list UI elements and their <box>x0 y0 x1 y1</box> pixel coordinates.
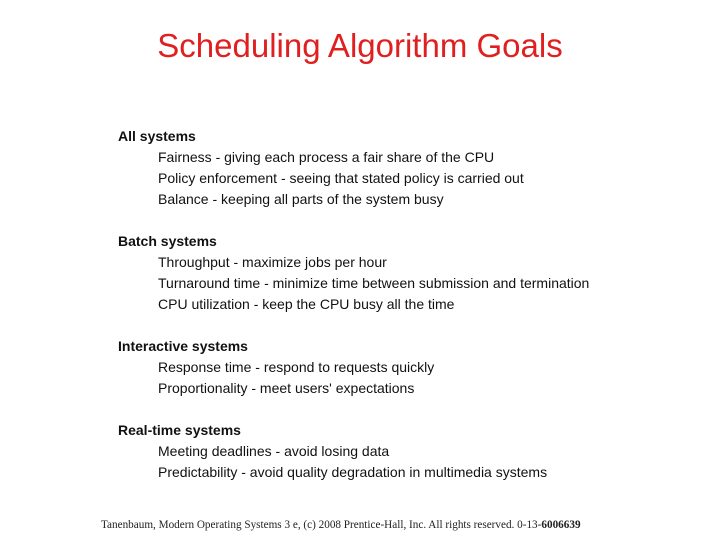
list-item: Fairness - giving each process a fair share of the CPU <box>158 149 495 165</box>
list-item: Balance - keeping all parts of the system busy <box>158 191 444 207</box>
list-item: Predictability - avoid quality degradation in multimedia systems <box>158 464 548 480</box>
section-heading: Interactive systems <box>118 338 248 354</box>
list-item: Meeting deadlines - avoid losing data <box>158 443 390 459</box>
goals-list <box>118 126 698 483</box>
section-interactive-systems <box>118 336 698 399</box>
list-item: Turnaround time - minimize time between submission and termination <box>158 275 590 291</box>
copyright-footer <box>101 518 581 532</box>
section-heading: All systems <box>118 128 196 144</box>
section-heading: Batch systems <box>118 233 217 249</box>
section-batch-systems <box>118 231 698 315</box>
footer-text: Tanenbaum, Modern Operating Systems 3 e, (c) 2008 Prentice-Hall, Inc. All rights reserved. 0-13- <box>101 519 542 531</box>
section-real-time-systems <box>118 420 698 483</box>
list-item: Policy enforcement - seeing that stated policy is carried out <box>158 170 524 186</box>
list-item: Proportionality - meet users' expectations <box>158 380 415 396</box>
slide-title: Scheduling Algorithm Goals <box>157 27 563 64</box>
section-heading: Real-time systems <box>118 422 241 438</box>
list-item: CPU utilization - keep the CPU busy all the time <box>158 296 455 312</box>
list-item: Throughput - maximize jobs per hour <box>158 254 387 270</box>
list-item: Response time - respond to requests quickly <box>158 359 435 375</box>
footer-code: 6006639 <box>541 519 581 531</box>
section-all-systems <box>118 126 698 210</box>
